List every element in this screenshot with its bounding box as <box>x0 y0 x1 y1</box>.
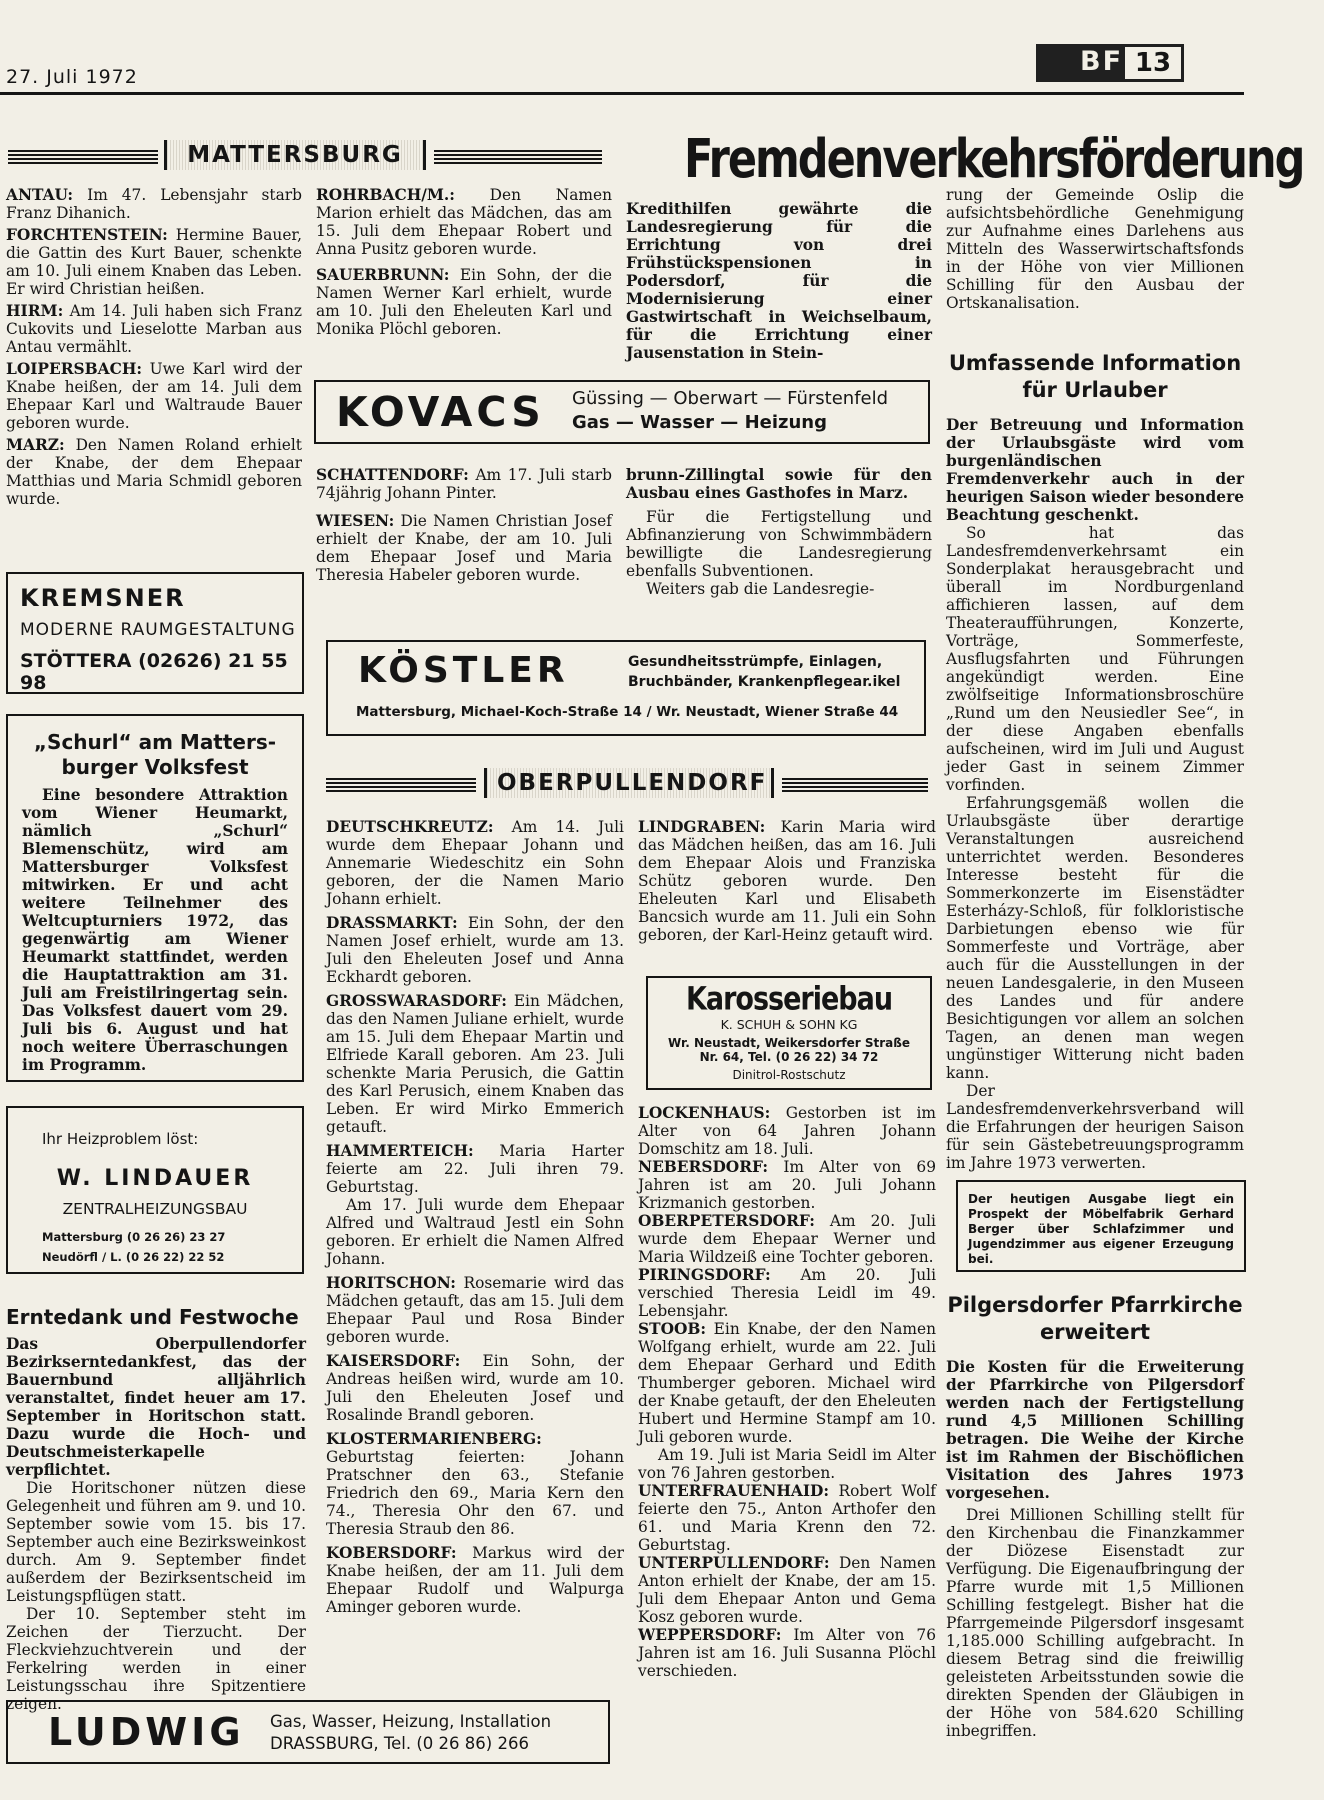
decorative-rule <box>8 150 158 164</box>
erntedank-lead: Das Oberpullendorfer Bezirkserntedankfest, das der Bauernbund alljährlich veranstaltet, findet heuer am 17. September in Horitschon statt. Dazu wurde die Hoch- und Deutschmeisterkapelle verpflichtet. <box>6 1335 306 1479</box>
section-title-mattersburg: MATTERSBURG <box>164 140 426 170</box>
news-item: SAUERBRUNN: Ein Sohn, der die Namen Werner Karl erhielt, wurde am 10. Juli den Eheleuten Karl und Monika Plöchl geboren. <box>316 266 612 338</box>
news-item: DRASSMARKT: Ein Sohn, der den Namen Josef erhielt, wurde am 13. Juli den Eheleuten Josef und Anna Eckhardt geboren. <box>326 914 624 986</box>
page-number: 13 <box>1125 47 1181 79</box>
decorative-rule <box>782 778 928 792</box>
information-paragraph: Erfahrungsgemäß wollen die Urlaubsgäste über derartige Veranstaltungen ausreichend unterrichtet werden. Besonderes Interesse besteht für die Sommerkonzerte im Eisenstädter Esterházy-Schloß, für folkloristische Darbietungen ebenso wie für Sommerfeste und Vorträge, aber auch für die Ausstellungen in der neuen Landesgalerie, in den Museen des Landes und für andere Besichtigungen vor allem an solchen Tagen, an denen man wegen ungünstiger Witterung nicht baden kann. <box>946 794 1244 1082</box>
news-item: ROHRBACH/M.: Den Namen Marion erhielt das Mädchen, das am 15. Juli dem Ehepaar Robert und Anna Pusitz geboren wurde. <box>316 186 612 258</box>
news-item: GROSSWARASDORF: Ein Mädchen, das den Namen Juliane erhielt, wurde am 15. Juli dem Ehepaar Martin und Elfriede Karall geboren. Am 23. Juli schenkte Maria Perusich, die Gattin des Karl Perusich, einem Knaben das Leben. Er wird Mirko Emmerich getauft. <box>326 992 624 1136</box>
ad-ludwig-name: LUDWIG <box>48 1710 245 1754</box>
ad-kovacs-name: KOVACS <box>336 388 545 436</box>
ad-lindauer <box>6 1106 304 1274</box>
information-lead: Der Betreuung und Information der Urlaubsgäste wird vom burgenländischen Fremdenverkehr auch in der heurigen Saison wieder besondere Beachtung geschenkt. <box>946 416 1244 524</box>
article-pilgersdorf <box>946 1292 1244 1740</box>
news-item: PIRINGSDORF: Am 20. Juli verschied Theresia Leidl im 49. Lebensjahr. <box>638 1266 936 1320</box>
erntedank-paragraph: Der 10. September steht im Zeichen der Tierzucht. Der Fleckviehzuchtverein und der Ferkelring werden in einer Leistungsschau ihre Spitzentiere zeigen. <box>6 1605 306 1713</box>
information-title-line1: Umfassende Information <box>948 351 1242 375</box>
ad-karosseriebau-line4: Dinitrol-Rostschutz <box>732 1068 846 1082</box>
information-paragraph: Der Landesfremdenverkehrsverband will die Erfahrungen der heurigen Saison für sein Gästebetreuungsprogramm im Jahre 1973 verwerten. <box>946 1082 1244 1172</box>
mattersburg-column-2b <box>316 466 612 584</box>
pilgersdorf-title-line1: Pilgersdorfer Pfarrkirche <box>947 1293 1243 1317</box>
news-item: ANTAU: Im 47. Lebensjahr starb Franz Dihanich. <box>6 186 302 222</box>
decorative-rule <box>326 778 476 792</box>
oberpullendorf-column-1 <box>326 818 624 1616</box>
pilgersdorf-paragraph: Drei Millionen Schilling stellt für den Kirchenbau die Finanzkammer der Diözese Eisenstadt zur Verfügung. Die Eigenaufbringung der Pfarre wurde mit 1,5 Millionen Schilling festgelegt. Bisher hat die Pfarrgemeinde Pilgersdorf insgesamt 1,185.000 Schilling aufgebracht. In diesem Betrag sind die freiwillig geleisteten Arbeitsstunden sowie die direkten Spenden der Gläubigen in der Höhe von 584.620 Schilling inbegriffen. <box>946 1506 1244 1740</box>
ad-lindauer-intro: Ihr Heizproblem löst: <box>42 1130 199 1148</box>
pilgersdorf-lead: Die Kosten für die Erweiterung der Pfarrkirche von Pilgersdorf werden nach der Fertigstellung rund 4,5 Millionen Schilling betragen. Die Weihe der Kirche ist im Rahmen der Bischöflichen Visitation des Jahres 1973 vorgesehen. <box>946 1358 1244 1502</box>
oberpullendorf-column-2b <box>638 1104 936 1680</box>
ad-lindauer-line2: Mattersburg (0 26 26) 23 27 <box>42 1230 226 1244</box>
headline-fremdenverkehr: Fremdenverkehrsförderung <box>684 128 1304 191</box>
ad-karosseriebau <box>646 976 932 1090</box>
news-item: STOOB: Ein Knabe, der den Namen Wolfgang erhielt, wurde am 22. Juli dem Ehepaar Gerhard und Edith Thumberger geboren. Michael wird der Knabe getauft, der den Eheleuten Hubert und Hermine Stampf am 10. Juli geboren wurde. <box>638 1320 936 1446</box>
schurl-text: Eine besondere Attraktion vom Wiener Heumarkt, nämlich „Schurl“ Blemenschütz, wird am Mattersburger Volksfest mitwirken. Er und acht weitere Teilnehmer des Weltcupturniers 1972, das gegenwärtig am Wiener Heumarkt stattfindet, werden die Hauptattraktion am 31. Juli am Freistilringertag sein. Das Volksfest dauert vom 29. Juli bis 6. August und hat noch weitere Überraschungen im Programm. <box>22 786 288 1074</box>
ad-kremsner-name: KREMSNER <box>20 584 186 612</box>
information-paragraph: So hat das Landesfremdenverkehrsamt ein Sonderplakat herausgebracht und überall im Nordburgenland affichieren lassen, auf dem Theateraufführungen, Konzerte, Vorträge, Sommerfeste, Ausflugsfahrten und Führungen angekündigt werden. Eine zwölfseitige Informationsbroschüre „Rund um den Neusiedler See“, in der diese Angaben ebenfalls aufscheinen, wird im Juli und August jeder Gast in seinem Zimmer vorfinden. <box>946 524 1244 794</box>
news-item: KAISERSDORF: Ein Sohn, der Andreas heißen wird, wurde am 10. Juli den Eheleuten Josef und Rosalinde Brandl geboren. <box>326 1352 624 1424</box>
news-item: WEPPERSDORF: Im Alter von 76 Jahren ist am 16. Juli Susanna Plöchl verschieden. <box>638 1626 936 1680</box>
news-item: WIESEN: Die Namen Christian Josef erhielt der Knabe, der am 10. Juli dem Ehepaar Josef und Maria Theresia Habeler geboren wurde. <box>316 512 612 584</box>
ad-kovacs <box>314 380 930 444</box>
ad-koestler-address: Mattersburg, Michael-Koch-Straße 14 / Wr. Neustadt, Wiener Straße 44 <box>356 704 899 720</box>
ad-lindauer-line3: Neudörfl / L. (0 26 22) 22 52 <box>42 1250 225 1264</box>
oberpullendorf-column-2a <box>638 818 936 944</box>
schurl-title-line2: burger Volksfest <box>61 755 249 779</box>
section-code: BF <box>1080 46 1124 77</box>
decorative-rule <box>434 150 602 164</box>
ad-ludwig-line2: DRASSBURG, Tel. (0 26 86) 266 <box>270 1734 529 1753</box>
ad-karosseriebau-line1: K. SCHUH & SOHN KG <box>720 1017 858 1032</box>
ad-karosseriebau-line3: Nr. 64, Tel. (0 26 22) 34 72 <box>699 1050 879 1064</box>
ad-kovacs-line1: Güssing — Oberwart — Fürstenfeld <box>572 388 889 409</box>
issue-date: 27. Juli 1972 <box>6 66 138 88</box>
ad-lindauer-line1: ZENTRALHEIZUNGSBAU <box>62 1200 248 1218</box>
article-schurl <box>6 714 304 1082</box>
fremdenverkehr-right-column: rung der Gemeinde Oslip die aufsichtsbehördliche Genehmigung zur Aufnahme eines Darlehens aus Mitteln des Wasserwirtschaftsfonds in der Höhe von vier Millionen Schilling für den Ausbau der Ortskanalisation. <box>946 186 1244 312</box>
mattersburg-column-2 <box>316 186 612 338</box>
erntedank-paragraph: Die Horitschoner nützen diese Gelegenheit und führen am 9. und 10. September sowie vom 15. bis 17. September auch eine Bezirksweinkost durch. Am 9. September findet außerdem der Bezirksentscheid im Leistungspflügen statt. <box>6 1479 306 1605</box>
ad-kovacs-line2: Gas — Wasser — Heizung <box>572 412 828 433</box>
ad-kremsner-line1: MODERNE RAUMGESTALTUNG <box>20 620 296 640</box>
ad-koestler-name: KÖSTLER <box>358 650 569 691</box>
header-rule <box>0 92 1244 95</box>
news-item: SCHATTENDORF: Am 17. Juli starb 74jährig Johann Pinter. <box>316 466 612 502</box>
article-information <box>946 350 1244 1172</box>
news-item: UNTERFRAUENHAID: Robert Wolf feierte den 75., Anton Arthofer den 61. und Maria Krenn den 72. Geburtstag. <box>638 1482 936 1554</box>
article-erntedank <box>6 1304 306 1713</box>
news-item: LOCKENHAUS: Gestorben ist im Alter von 64 Jahren Johann Domschitz am 18. Juli. <box>638 1104 936 1158</box>
news-item: LINDGRABEN: Karin Maria wird das Mädchen heißen, das am 16. Juli dem Ehepaar Alois und Franziska Schütz geboren wurde. Den Eheleuten Karl und Elisabeth Bancsich wurde am 11. Juli ein Sohn geboren, der Karl-Heinz getauft wird. <box>638 818 936 944</box>
ad-karosseriebau-name: Karosseriebau <box>685 980 893 1019</box>
notice-prospekt: Der heutigen Ausgabe liegt ein Prospekt der Möbelfabrik Gerhard Berger über Schlafzimmer und Jugendzimmer aus eigener Erzeugung bei. <box>956 1180 1246 1272</box>
news-item: KOBERSDORF: Markus wird der Knabe heißen, der am 11. Juli dem Ehepaar Rudolf und Walpurga Aminger geboren wurde. <box>326 1544 624 1616</box>
ad-lindauer-name: W. LINDAUER <box>56 1166 254 1191</box>
news-item: DEUTSCHKREUTZ: Am 14. Juli wurde dem Ehepaar Johann und Annemarie Wiedeschitz ein Sohn geboren, der die Namen Mario Johann erhielt. <box>326 818 624 908</box>
ad-kremsner <box>6 572 304 694</box>
news-item: HORITSCHON: Rosemarie wird das Mädchen getauft, das am 15. Juli dem Ehepaar Paul und Rosa Binder geboren wurde. <box>326 1274 624 1346</box>
news-item: LOIPERSBACH: Uwe Karl wird der Knabe heißen, der am 14. Juli dem Ehepaar Karl und Waltraude Bauer geboren wurde. <box>6 360 302 432</box>
news-item: OBERPETERSDORF: Am 20. Juli wurde dem Ehepaar Werner und Maria Wildzeiß eine Tochter geboren. <box>638 1212 936 1266</box>
ad-koestler-line1: Gesundheitsstrümpfe, Einlagen, <box>628 654 883 670</box>
news-item: UNTERPULLENDORF: Den Namen Anton erhielt der Knabe, der am 15. Juli dem Ehepaar Anton und Gema Kosz geboren wurde. <box>638 1554 936 1626</box>
ad-karosseriebau-line2: Wr. Neustadt, Weikersdorfer Straße <box>667 1036 911 1050</box>
section-title-oberpullendorf: OBERPULLENDORF <box>484 768 774 798</box>
news-item: FORCHTENSTEIN: Hermine Bauer, die Gattin des Kurt Bauer, schenkte am 10. Juli einem Knaben das Leben. Er wird Christian heißen. <box>6 226 302 298</box>
ad-kremsner-phone: STÖTTERA (02626) 21 55 98 <box>20 650 288 694</box>
ad-ludwig-line1: Gas, Wasser, Heizung, Installation <box>270 1712 552 1731</box>
mattersburg-column-1 <box>6 186 302 508</box>
news-item: HIRM: Am 14. Juli haben sich Franz Cukovits und Lieselotte Marban aus Antau vermählt. <box>6 302 302 356</box>
fremdenverkehr-continuation: brunn-Zillingtal sowie für den Ausbau eines Gasthofes in Marz. Für die Fertigstellung und Abfinanzierung von Schwimmbädern bewilligte die Landesregierung ebenfalls Subventionen. Weiters gab die Landesregie- <box>626 466 932 598</box>
news-item: MARZ: Den Namen Roland erhielt der Knabe, der dem Ehepaar Matthias und Maria Schmidl geboren wurde. <box>6 436 302 508</box>
ad-koestler <box>326 640 926 736</box>
schurl-title-line1: „Schurl“ am Matters- <box>33 730 277 754</box>
news-item: KLOSTERMARIENBERG: Geburtstag feierten: Johann Pratschner den 63., Stefanie Friedrich den 69., Maria Kern den 74., Theresia Ohr den 67. und Theresia Straub den 86. <box>326 1430 624 1538</box>
information-title-line2: für Urlauber <box>1022 378 1168 402</box>
news-item: Am 19. Juli ist Maria Seidl im Alter von 76 Jahren gestorben. <box>638 1446 936 1482</box>
news-item: Am 17. Juli wurde dem Ehepaar Alfred und Waltraud Jestl ein Sohn geboren. Er erhielt die Namen Alfred Johann. <box>326 1196 624 1268</box>
fremdenverkehr-lead: Kredithilfen gewährte die Landesregierung für die Errichtung von drei Frühstückspensionen in Podersdorf, für die Modernisierung einer Gastwirtschaft in Weichselbaum, für die Errichtung einer Jausenstation in Stein- <box>626 200 932 362</box>
ad-koestler-line2: Bruchbänder, Krankenpflegear.ikel <box>628 674 901 690</box>
pilgersdorf-title-line2: erweitert <box>1039 1320 1151 1344</box>
erntedank-title: Erntedank und Festwoche <box>6 1305 299 1329</box>
ad-ludwig <box>6 1700 610 1764</box>
news-item: NEBERSDORF: Im Alter von 69 Jahren ist am 20. Juli Johann Krizmanich gestorben. <box>638 1158 936 1212</box>
news-item: HAMMERTEICH: Maria Harter feierte am 22. Juli ihren 79. Geburtstag. <box>326 1142 624 1196</box>
section-banner <box>1036 44 1184 82</box>
